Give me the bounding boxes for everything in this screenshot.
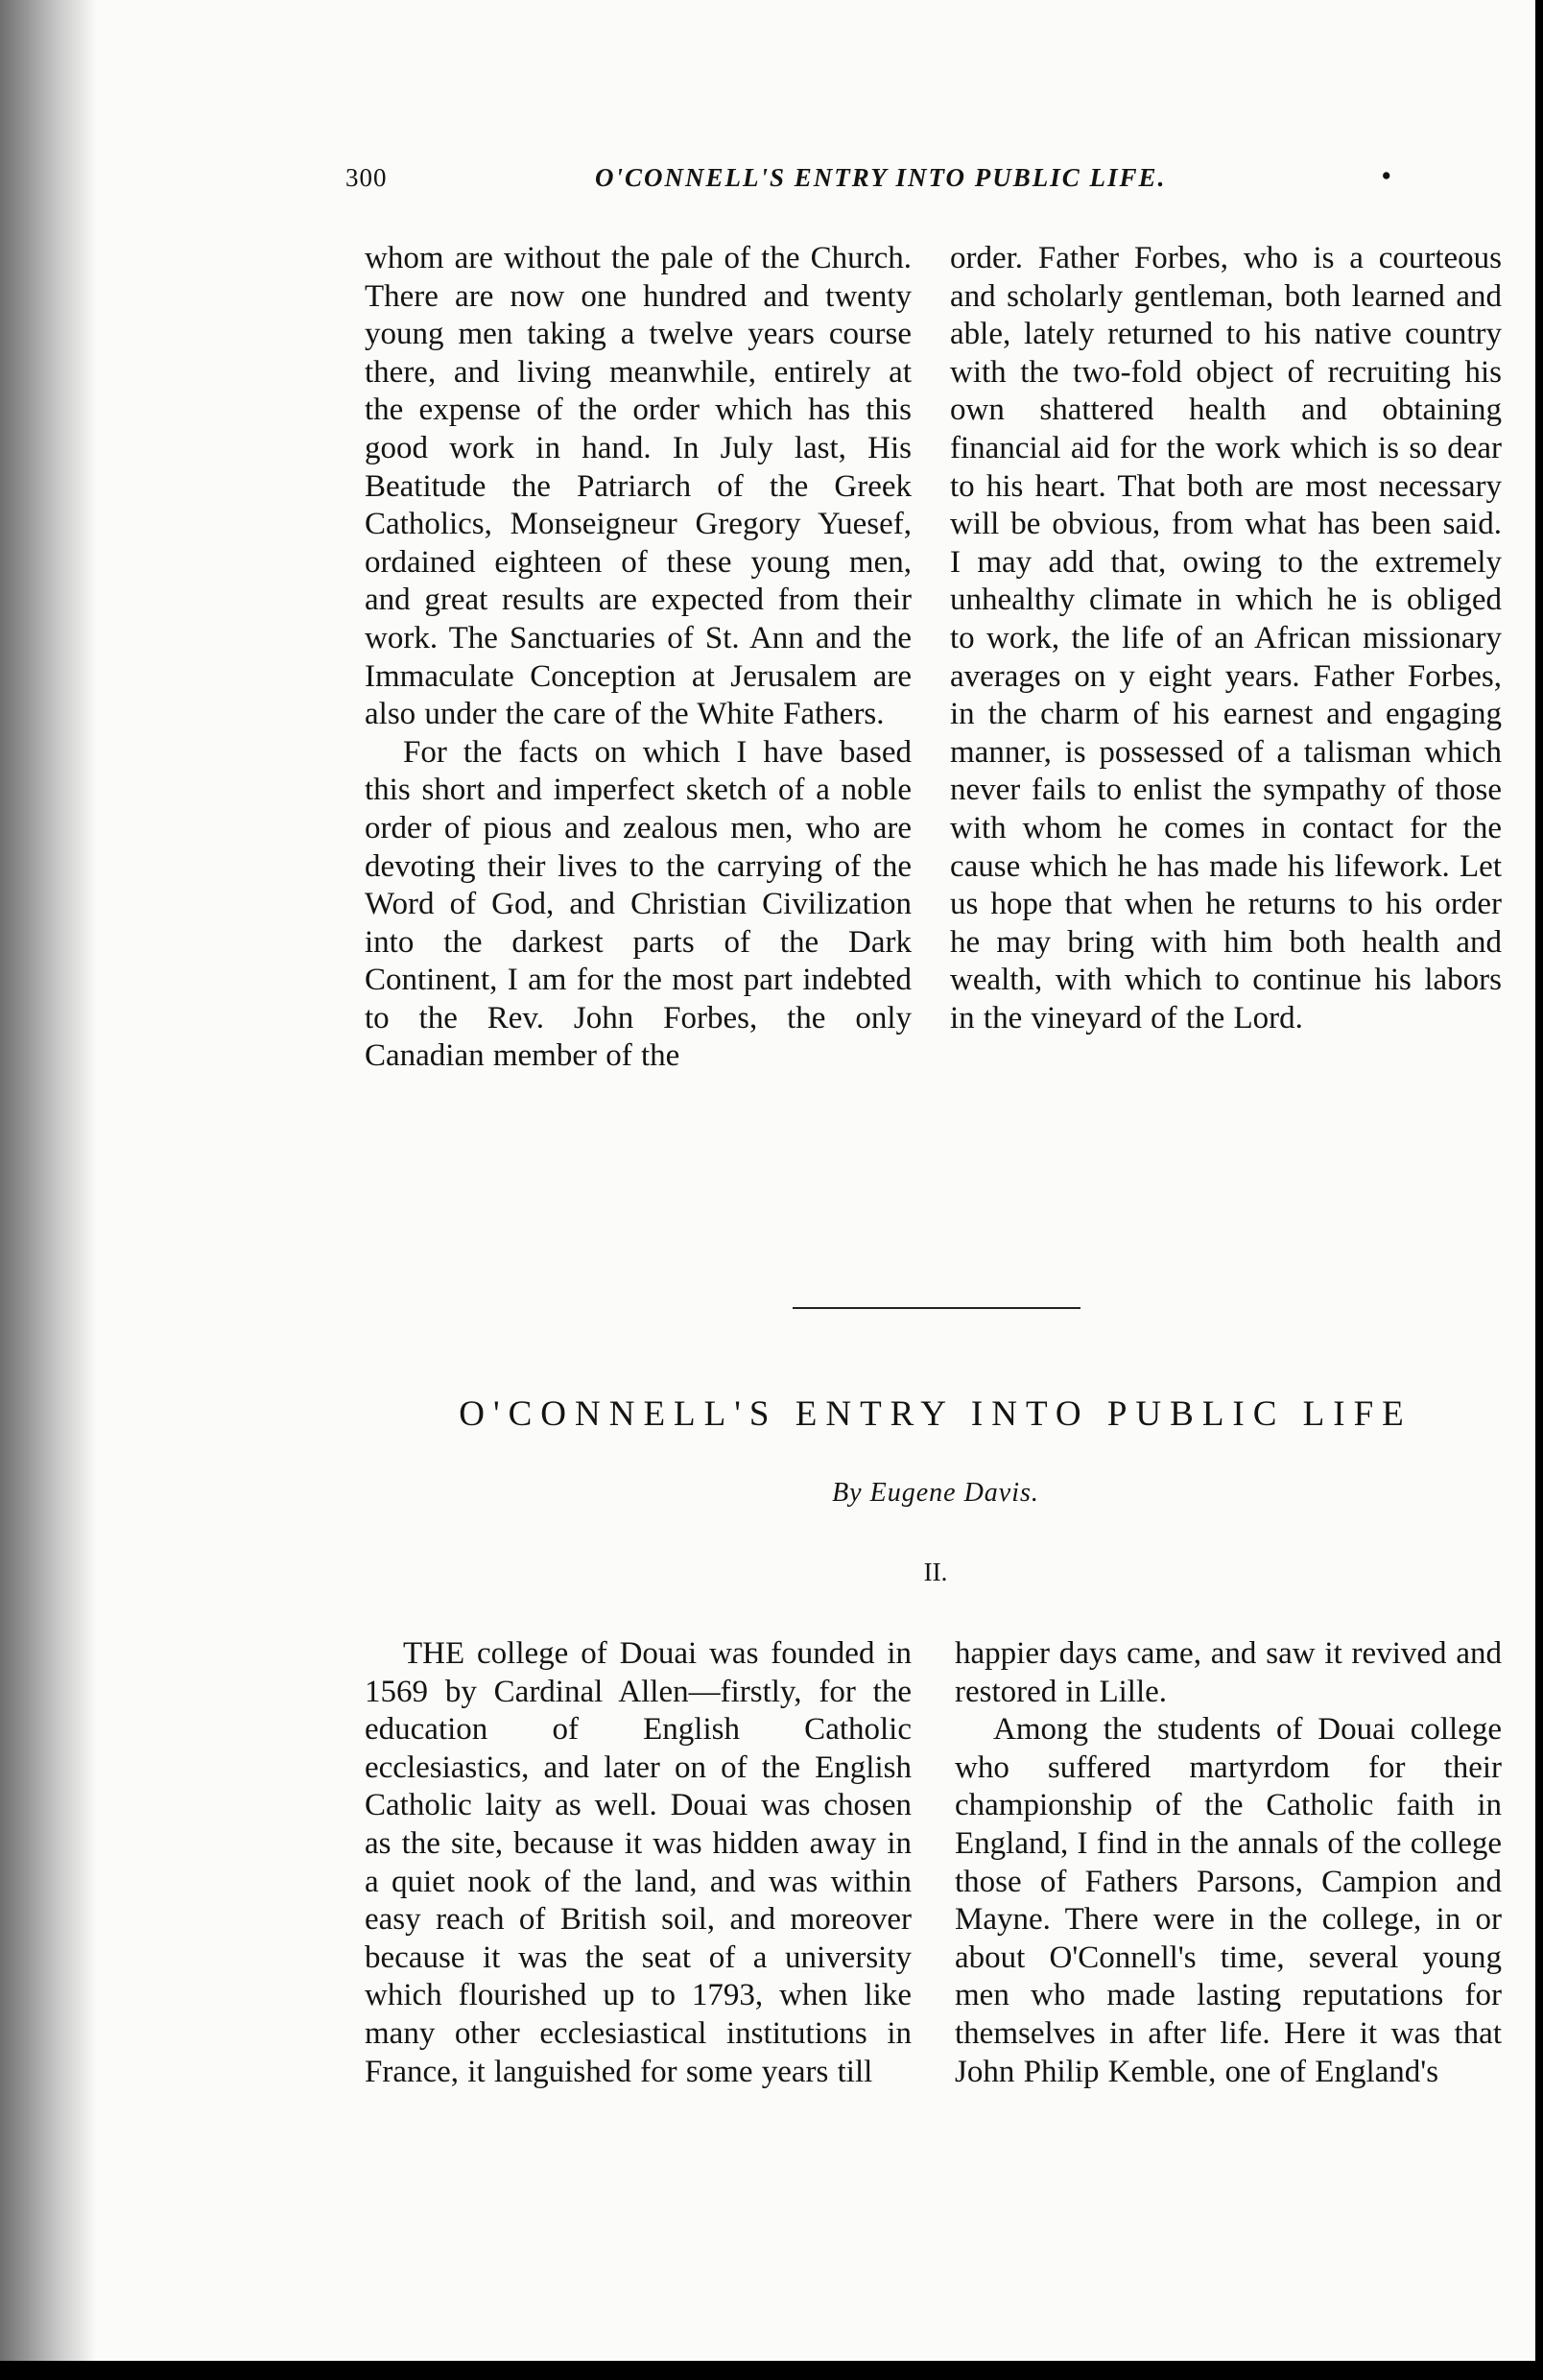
paragraph: For the facts on which I have based this short and imperfect sketch of a noble order of pious and zealous men, who are devoting their lives to the carrying of the Word of God, and Christian Civilization into the darkest parts of the Dark Continent, I am for the most part indebted to the Rev. John Forbes, the only Canadian member of the bbox=[365, 734, 912, 1074]
printer-mark: • bbox=[1382, 161, 1392, 190]
previous-article-column-2 bbox=[950, 240, 1502, 1037]
running-title: O'CONNELL'S ENTRY INTO PUBLIC LIFE. bbox=[595, 163, 1167, 192]
previous-article-column-1 bbox=[365, 240, 912, 1076]
paragraph: happier days came, and saw it revived and restored in Lille. bbox=[955, 1636, 1502, 1709]
page-binding-shadow bbox=[0, 0, 96, 2361]
article-part-number: II. bbox=[923, 1558, 948, 1586]
running-head bbox=[345, 163, 1439, 202]
article-title: O'CONNELL'S ENTRY INTO PUBLIC LIFE bbox=[459, 1394, 1412, 1434]
section-divider bbox=[793, 1307, 1080, 1309]
paragraph: Among the students of Douai college who suffered martyrdom for their championship of the Catholic faith in England, I find in the annals of the college those of Fathers Parsons, Campion and Mayne. There were in the college, in or about O'Connell's time, several young men who made lasting reputations for themselves in after life. Here it was that John Philip Kemble, one of England's bbox=[955, 1712, 1502, 2089]
page-number: 300 bbox=[345, 163, 388, 192]
article-byline: By Eugene Davis. bbox=[832, 1478, 1039, 1508]
article-column-1 bbox=[365, 1635, 912, 2091]
paragraph: THE college of Douai was founded in 1569 by Cardinal Allen—firstly, for the education of English Catholic ecclesiastics, and later on of the English Catholic laity as well. Douai was chosen as the site, because it was hidden away in a quiet nook of the land, and was within easy reach of British soil, and moreover because it was the seat of a university which flourished up to 1793, when like many other ecclesiastical institutions in France, it languished for some years till bbox=[365, 1636, 912, 2089]
paragraph: order. Father Forbes, who is a courteous and scholarly gentleman, both learned and able, lately returned to his native country with the two-fold object of recruiting his own shattered health and obtaining financial aid for the work which is so dear to his heart. That both are most necessary will be obvious, from what has been said. I may add that, owing to the extremely unhealthy climate in which he is obliged to work, the life of an African missionary averages on y eight years. Father Forbes, in the charm of his earnest and engaging manner, is possessed of a talisman which never fails to enlist the sympathy of those with whom he comes in contact for the cause which he has made his lifework. Let us hope that when he returns to his order he may bring with him both health and wealth, with which to continue his labors in the vineyard of the Lord. bbox=[950, 241, 1502, 1035]
article-column-2 bbox=[955, 1635, 1502, 2091]
paragraph: whom are without the pale of the Church. There are now one hundred and twenty young men taking a twelve years course there, and living meanwhile, entirely at the expense of the order which has this good work in hand. In July last, His Beatitude the Patriarch of the Greek Catholics, Monseigneur Gregory Yuesef, ordained eighteen of these young men, and great results are expected from their work. The Sanctuaries of St. Ann and the Immaculate Conception at Jerusalem are also under the care of the White Fathers. bbox=[365, 241, 912, 732]
